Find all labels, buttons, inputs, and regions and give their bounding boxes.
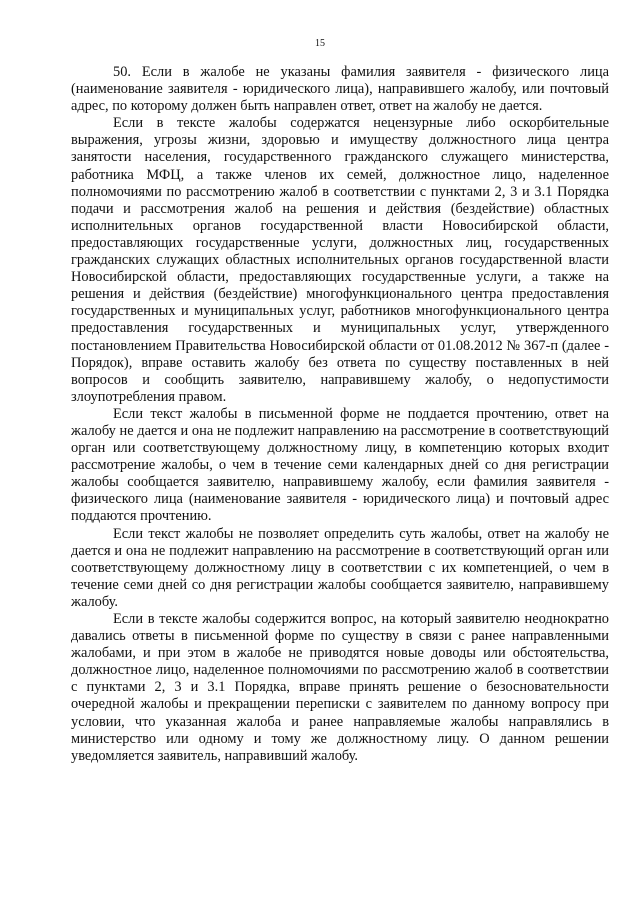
paragraph-repeated-question: Если в тексте жалобы содержится вопрос, на который заявителю неоднократно давались ответы в письменной форме по существу в связи с ранее направленными жалобами, и при этом в жалобе не приводятся новые доводы или обстоятельства, должностное лицо, наделенное полномочиями по рассмотрению жалоб в соответствии с пунктами 2, 3 и 3.1 Порядка, вправе принять решение о безосновательности очередной жалобы и прекращении переписки с заявителем по данному вопросу при условии, что указанная жалоба и ранее направляемые жалобы направлялись в министерство или одному и тому же должностному лицу. О данном решении уведомляется заявитель, направивший жалобу.	[71, 611, 609, 764]
document-body	[71, 64, 609, 765]
paragraph-offensive-language: Если в тексте жалобы содержатся нецензурные либо оскорбительные выражения, угрозы жизни, здоровью и имуществу должностного лица центра занятости населения, государственного гражданского служащего министерства, работника МФЦ, а также членов их семей, должностное лицо, наделенное полномочиями по рассмотрению жалоб в соответствии с пунктами 2, 3 и 3.1 Порядка подачи и рассмотрения жалоб на решения и действия (бездействие) областных исполнительных органов государственной власти Новосибирской области, предоставляющих государственные услуги, должностных лиц, государственных гражданских служащих областных исполнительных органов государственной власти Новосибирской области, предоставляющих государственные услуги, а также на решения и действия (бездействие) многофункционального центра предоставления государственных и муниципальных услуг, работников многофункционального центра предоставления государственных и муниципальных услуг, утвержденного постановлением Правительства Новосибирской области от 01.08.2012 № 367-п (далее - Порядок), вправе оставить жалобу без ответа по существу поставленных в ней вопросов и сообщить заявителю, направившему жалобу, о недопустимости злоупотребления правом.	[71, 115, 609, 405]
paragraph-unreadable-text: Если текст жалобы в письменной форме не поддается прочтению, ответ на жалобу не дается и она не подлежит направлению на рассмотрение в соответствующий орган или соответствующему должностному лицу, в компетенцию которых входит рассмотрение жалобы, о чем в течение семи календарных дней со дня регистрации жалобы сообщается заявителю, направившему жалобу, если фамилия заявителя - физического лица (наименование заявителя - юридического лица) и почтовый адрес поддаются прочтению.	[71, 405, 609, 525]
paragraph-undefined-essence: Если текст жалобы не позволяет определить суть жалобы, ответ на жалобу не дается и она не подлежит направлению на рассмотрение в соответствующий орган или соответствующему должностному лицу в соответствии с их компетенцией, о чем в течение семи дней со дня регистрации жалобы сообщается заявителю, направившему жалобу.	[71, 525, 609, 610]
page-number: 15	[315, 38, 325, 49]
paragraph-item-50: 50. Если в жалобе не указаны фамилия заявителя - физического лица (наименование заявителя - юридического лица), направившего жалобу, или почтовый адрес, по которому должен быть направлен ответ, ответ на жалобу не дается.	[71, 64, 609, 115]
